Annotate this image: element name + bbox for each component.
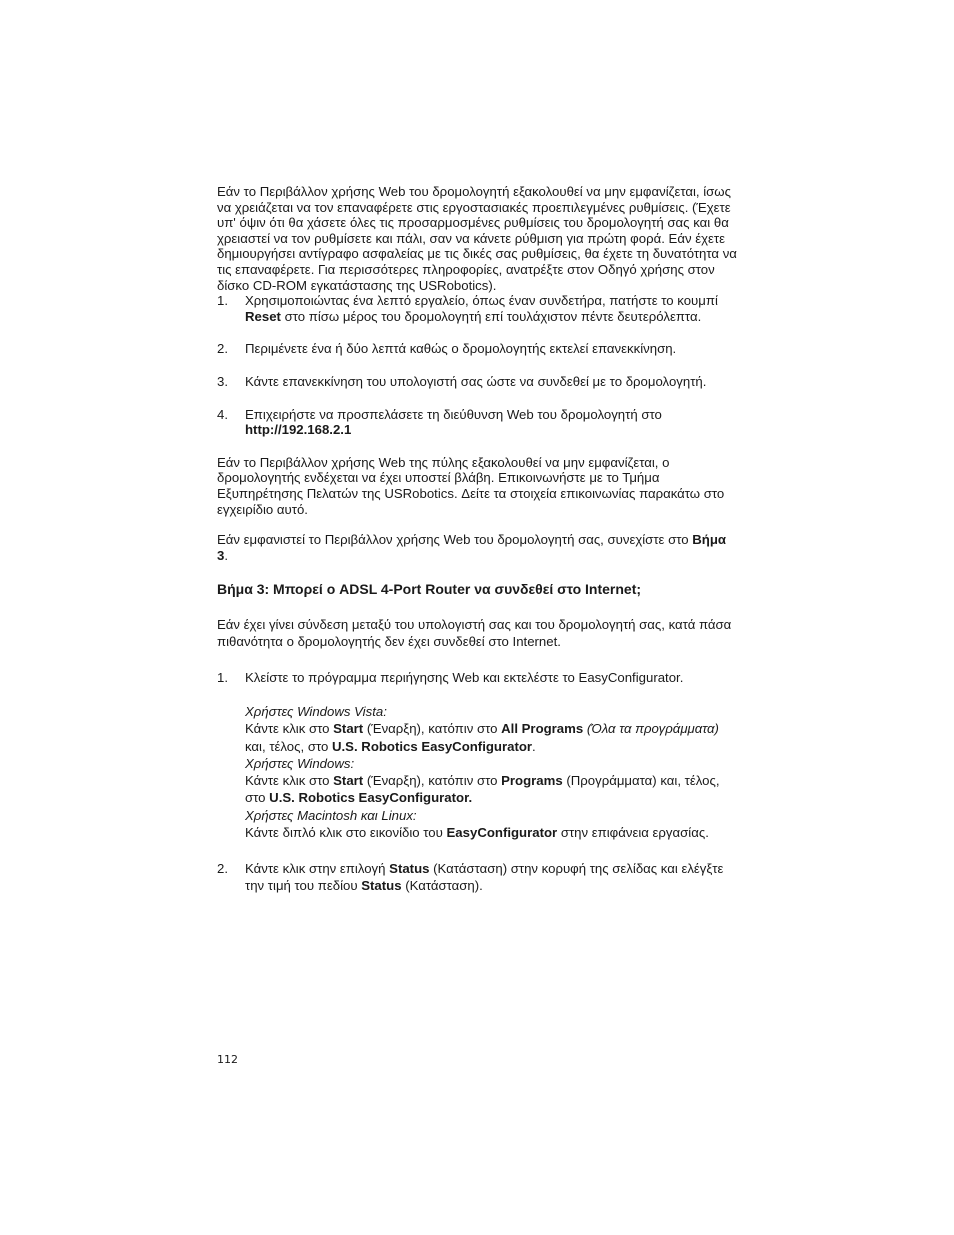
list-item <box>217 407 739 438</box>
step3-list <box>217 669 739 894</box>
bold-run: All Programs <box>501 721 584 737</box>
os-label: Χρήστες Windows Vista: <box>245 704 387 720</box>
text-run: στην επιφάνεια εργασίας. <box>557 824 709 840</box>
text-run: Κλείστε το πρόγραμμα περιήγησης Web και εκτελέστε το EasyConfigurator. <box>245 670 684 686</box>
os-label: Χρήστες Windows: <box>245 755 355 771</box>
italic-run: (Όλα τα προγράμματα) <box>586 721 719 737</box>
step3-heading: Βήμα 3: Μπορεί ο ADSL 4-Port Router να συνδεθεί στο Internet; <box>217 581 642 598</box>
page-content <box>217 184 739 913</box>
list-item-text <box>245 669 739 686</box>
list-number: 2. <box>217 860 228 876</box>
text-run: Περιμένετε ένα ή δύο λεπτά καθώς ο δρομολογητής εκτελεί επανεκκίνηση. <box>245 341 677 357</box>
list-number: 3. <box>217 373 228 389</box>
list-item <box>217 374 739 390</box>
text-run: (Έναρξη), κατόπιν στο <box>363 773 502 789</box>
bold-run: Βήμα 3 <box>217 532 727 563</box>
text-run: . <box>224 547 229 563</box>
text-run: . <box>532 738 536 754</box>
os-instructions-block <box>245 807 739 841</box>
bold-run: Start <box>333 721 364 737</box>
text-run: Εάν το Περιβάλλον χρήσης Web της πύλης εξακολουθεί να μην εμφανίζεται, ο δρομολογητής ενδέχεται να έχει υποστεί βλάβη. Επικοινωνήστε με το Τμήμα Εξυπηρέτησης Πελατών της USRobotics. Δείτε τα στοιχεία επικοινωνίας παρακάτω στο εγχειρίδιο αυτό. <box>217 454 725 517</box>
list-number: 4. <box>217 406 228 422</box>
page-number: 112 <box>217 1053 238 1066</box>
text-run: Επιχειρήστε να προσπελάσετε τη διεύθυνση Web του δρομολογητή στο <box>245 406 662 422</box>
bold-run: Status <box>389 860 430 876</box>
text-run: Εάν έχει γίνει σύνδεση μεταξύ του υπολογιστή σας και του δρομολογητή σας, κατά πάσα πιθανότητα ο δρομολογητής δεν έχει συνδεθεί στο Internet. <box>217 617 732 650</box>
intro-paragraph <box>217 184 739 293</box>
text-run: Κάντε κλικ στην επιλογή <box>245 860 390 876</box>
os-instructions-block <box>245 703 739 755</box>
reset-steps-list <box>217 293 739 438</box>
bold-run: U.S. Robotics EasyConfigurator. <box>269 790 473 806</box>
instruction-line <box>245 824 739 841</box>
list-item <box>217 860 739 894</box>
text-run: Εάν το Περιβάλλον χρήσης Web του δρομολογητή εξακολουθεί να μην εμφανίζεται, ίσως να χρειάζεται να τον επαναφέρετε στις εργοστασιακές προεπιλεγμένες ρυθμίσεις. (Έχετε υπ' όψιν ότι θα χάσετε όλες τις προσαρμοσμένες ρυθμίσεις του δρομολογητή σας και θα χρειαστεί να τον ρυθμίσετε και πάλι, σαν να κάνετε ρύθμιση για πρώτη φορά. Εάν έχετε δημιουργήσει αντίγραφο ασφαλείας με τις δικές σας ρυθμίσεις, θα έχετε τη δυνατότητα να τις επαναφέρετε. Για περισσότερες πληροφορίες, ανατρέξτε στον Οδηγό χρήσης στον δίσκο CD-ROM εγκατάστασης της USRobotics). <box>217 184 737 293</box>
os-label: Χρήστες Macintosh και Linux: <box>245 807 417 823</box>
instruction-line <box>245 772 739 806</box>
text-run: και, τέλος, στο <box>245 738 332 754</box>
step3-intro-paragraph <box>217 616 739 650</box>
list-item <box>217 669 739 841</box>
list-number: 1. <box>217 293 228 309</box>
text-run: (Κατάσταση) στην κορυφή της σελίδας και ελέγξτε την τιμή του πεδίου <box>245 860 724 893</box>
list-item-text <box>245 407 662 438</box>
bold-run: Programs <box>501 773 563 789</box>
os-instructions-block <box>245 755 739 807</box>
bold-run: Status <box>361 877 402 893</box>
bold-run: Reset <box>245 308 281 324</box>
text-run: Κάντε επανεκκίνηση του υπολογιστή σας ώστε να συνδεθεί με το δρομολογητή. <box>245 373 707 389</box>
text-run: στο πίσω μέρος του δρομολογητή επί τουλάχιστον πέντε δευτερόλεπτα. <box>280 308 702 324</box>
bold-run: U.S. Robotics EasyConfigurator <box>331 738 533 754</box>
text-run: Κάντε διπλό κλικ στο εικονίδιο του <box>245 824 447 840</box>
bold-run: EasyConfigurator <box>446 824 558 840</box>
list-number: 2. <box>217 341 228 357</box>
bold-run: Start <box>333 773 364 789</box>
text-run: (Κατάσταση). <box>401 877 483 893</box>
list-item-text <box>245 293 718 324</box>
text-run: Κάντε κλικ στο <box>245 773 334 789</box>
list-item-text <box>245 341 676 356</box>
text-run: Κάντε κλικ στο <box>245 721 334 737</box>
list-item <box>217 293 739 324</box>
text-run: Χρησιμοποιώντας ένα λεπτό εργαλείο, όπως έναν συνδετήρα, πατήστε το κουμπί <box>245 293 718 309</box>
list-item <box>217 341 739 357</box>
list-item-text <box>245 860 739 894</box>
text-run: (Προγράμματα) και, τέλος, στο <box>245 773 720 806</box>
text-run: (Έναρξη), κατόπιν στο <box>363 721 502 737</box>
bold-run: http://192.168.2.1 <box>245 422 352 438</box>
damage-paragraph <box>217 455 739 517</box>
list-number: 1. <box>217 670 228 686</box>
text-run: Εάν εμφανιστεί το Περιβάλλον χρήσης Web του δρομολογητή σας, συνεχίστε στο <box>217 532 693 548</box>
continue-paragraph <box>217 532 739 563</box>
list-item-text <box>245 374 706 389</box>
instruction-line <box>245 720 739 754</box>
